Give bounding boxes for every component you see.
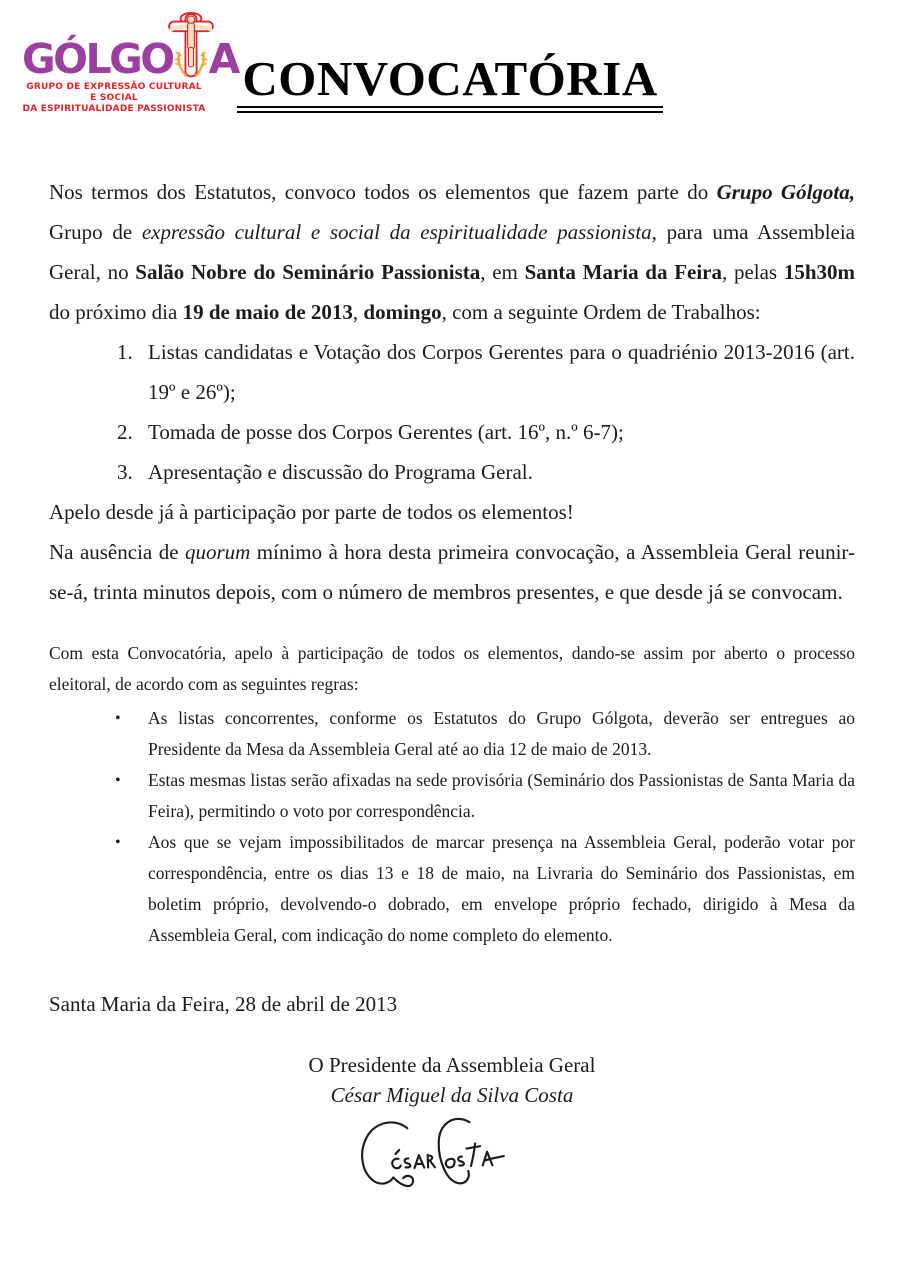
text-segment: do próximo dia	[49, 300, 183, 324]
logo-wordmark-prefix: GÓLGO	[22, 35, 173, 83]
text-segment: Na ausência de	[49, 540, 185, 564]
agenda-item-text: Apresentação e discussão do Programa Geral.	[148, 460, 533, 484]
agenda-item	[117, 412, 855, 452]
bullet-icon: •	[115, 834, 121, 851]
text-segment: ,	[352, 300, 364, 324]
text-segment: 15h30m	[783, 260, 855, 284]
intro-paragraph	[49, 172, 855, 332]
agenda-item	[117, 332, 855, 412]
text-segment: , em	[480, 260, 525, 284]
rule-item-text: Estas mesmas listas serão afixadas na sede provisória (Seminário dos Passionistas de Santa Maria da Feira), permitindo o voto por correspondência.	[148, 770, 855, 821]
golgota-logo	[22, 6, 238, 115]
text-segment: Nos termos dos Estatutos, convoco todos os elementos que fazem parte do	[49, 180, 717, 204]
text-segment: Grupo de	[49, 220, 142, 244]
signature-block	[49, 1050, 855, 1110]
rule-item	[115, 827, 855, 951]
document-title: CONVOCATÓRIA	[237, 54, 662, 113]
text-segment: domingo	[363, 300, 442, 324]
text-segment: , para uma Assembleia Geral, no	[49, 220, 856, 284]
signer-role: O Presidente da Assembleia Geral	[308, 1053, 596, 1077]
text-segment: Santa Maria da Feira	[524, 260, 722, 284]
logo-wordmark-suffix: A	[208, 35, 238, 83]
text-segment: quorum	[184, 540, 251, 564]
quorum-paragraph	[49, 532, 855, 612]
bullet-icon: •	[115, 772, 121, 789]
text-segment: Grupo Gólgota,	[716, 180, 856, 204]
rule-item-text: Aos que se vejam impossibilitados de marcar presença na Assembleia Geral, poderão votar por correspondência, entre os dias 13 e 18 de maio, na Livraria do Seminário dos Passionistas, em boletim próprio, devolvendo-o dobrado, em envelope próprio fechado, dirigido à Mesa da Assembleia Geral, com indicação do nome completo do elemento.	[148, 832, 855, 945]
rules-list	[49, 703, 855, 951]
logo-subtitle	[22, 82, 206, 115]
signature-handwriting	[346, 1110, 559, 1195]
rules-intro-paragraph: Com esta Convocatória, apelo à participação de todos os elementos, dando-se assim por aberto o processo eleitoral, de acordo com as seguintes regras:	[49, 643, 855, 694]
text-segment: 19 de maio de 2013	[182, 300, 353, 324]
rule-item	[115, 765, 855, 827]
rule-item-text: As listas concorrentes, conforme os Estatutos do Grupo Gólgota, deverão ser entregues ao Presidente da Mesa da Assembleia Geral até ao dia 12 de maio de 2013.	[148, 708, 855, 759]
item-number: 2.	[117, 420, 133, 444]
text-segment: expressão cultural e social da espiritualidade passionista	[141, 220, 652, 244]
appeal-paragraph: Apelo desde já à participação por parte de todos os elementos!	[49, 500, 574, 524]
document-body	[0, 172, 900, 1197]
signature-area	[49, 1114, 855, 1197]
main-text-block	[49, 172, 855, 612]
item-number: 1.	[117, 340, 133, 364]
text-segment: , pelas	[722, 260, 784, 284]
place-date-line: Santa Maria da Feira, 28 de abril de 2013	[49, 992, 398, 1016]
logo-subtitle-line2: DA ESPIRITUALIDADE PASSIONISTA	[22, 104, 206, 114]
signer-name: César Miguel da Silva Costa	[330, 1083, 574, 1107]
agenda-item	[117, 452, 855, 492]
logo-subtitle-line1: GRUPO DE EXPRESSÃO CULTURAL E SOCIAL	[26, 82, 202, 103]
text-segment: , com a seguinte Ordem de Trabalhos:	[441, 300, 761, 324]
text-segment: Salão Nobre do Seminário Passionista	[135, 260, 481, 284]
signature-text	[347, 1114, 348, 1115]
bullet-icon: •	[115, 710, 121, 727]
agenda-item-text: Tomada de posse dos Corpos Gerentes (art. 16º, n.º 6-7);	[148, 420, 624, 444]
agenda-item-text: Listas candidatas e Votação dos Corpos Gerentes para o quadriénio 2013-2016 (art. 19º e 26º);	[148, 340, 855, 404]
text-segment: mínimo à hora desta primeira convocação, a Assembleia Geral reunir-se-á, trinta minutos depois, com o número de membros presentes, e que desde já se convocam.	[49, 540, 856, 604]
agenda-list	[117, 332, 855, 492]
item-number: 3.	[117, 460, 133, 484]
rule-item	[115, 703, 855, 765]
